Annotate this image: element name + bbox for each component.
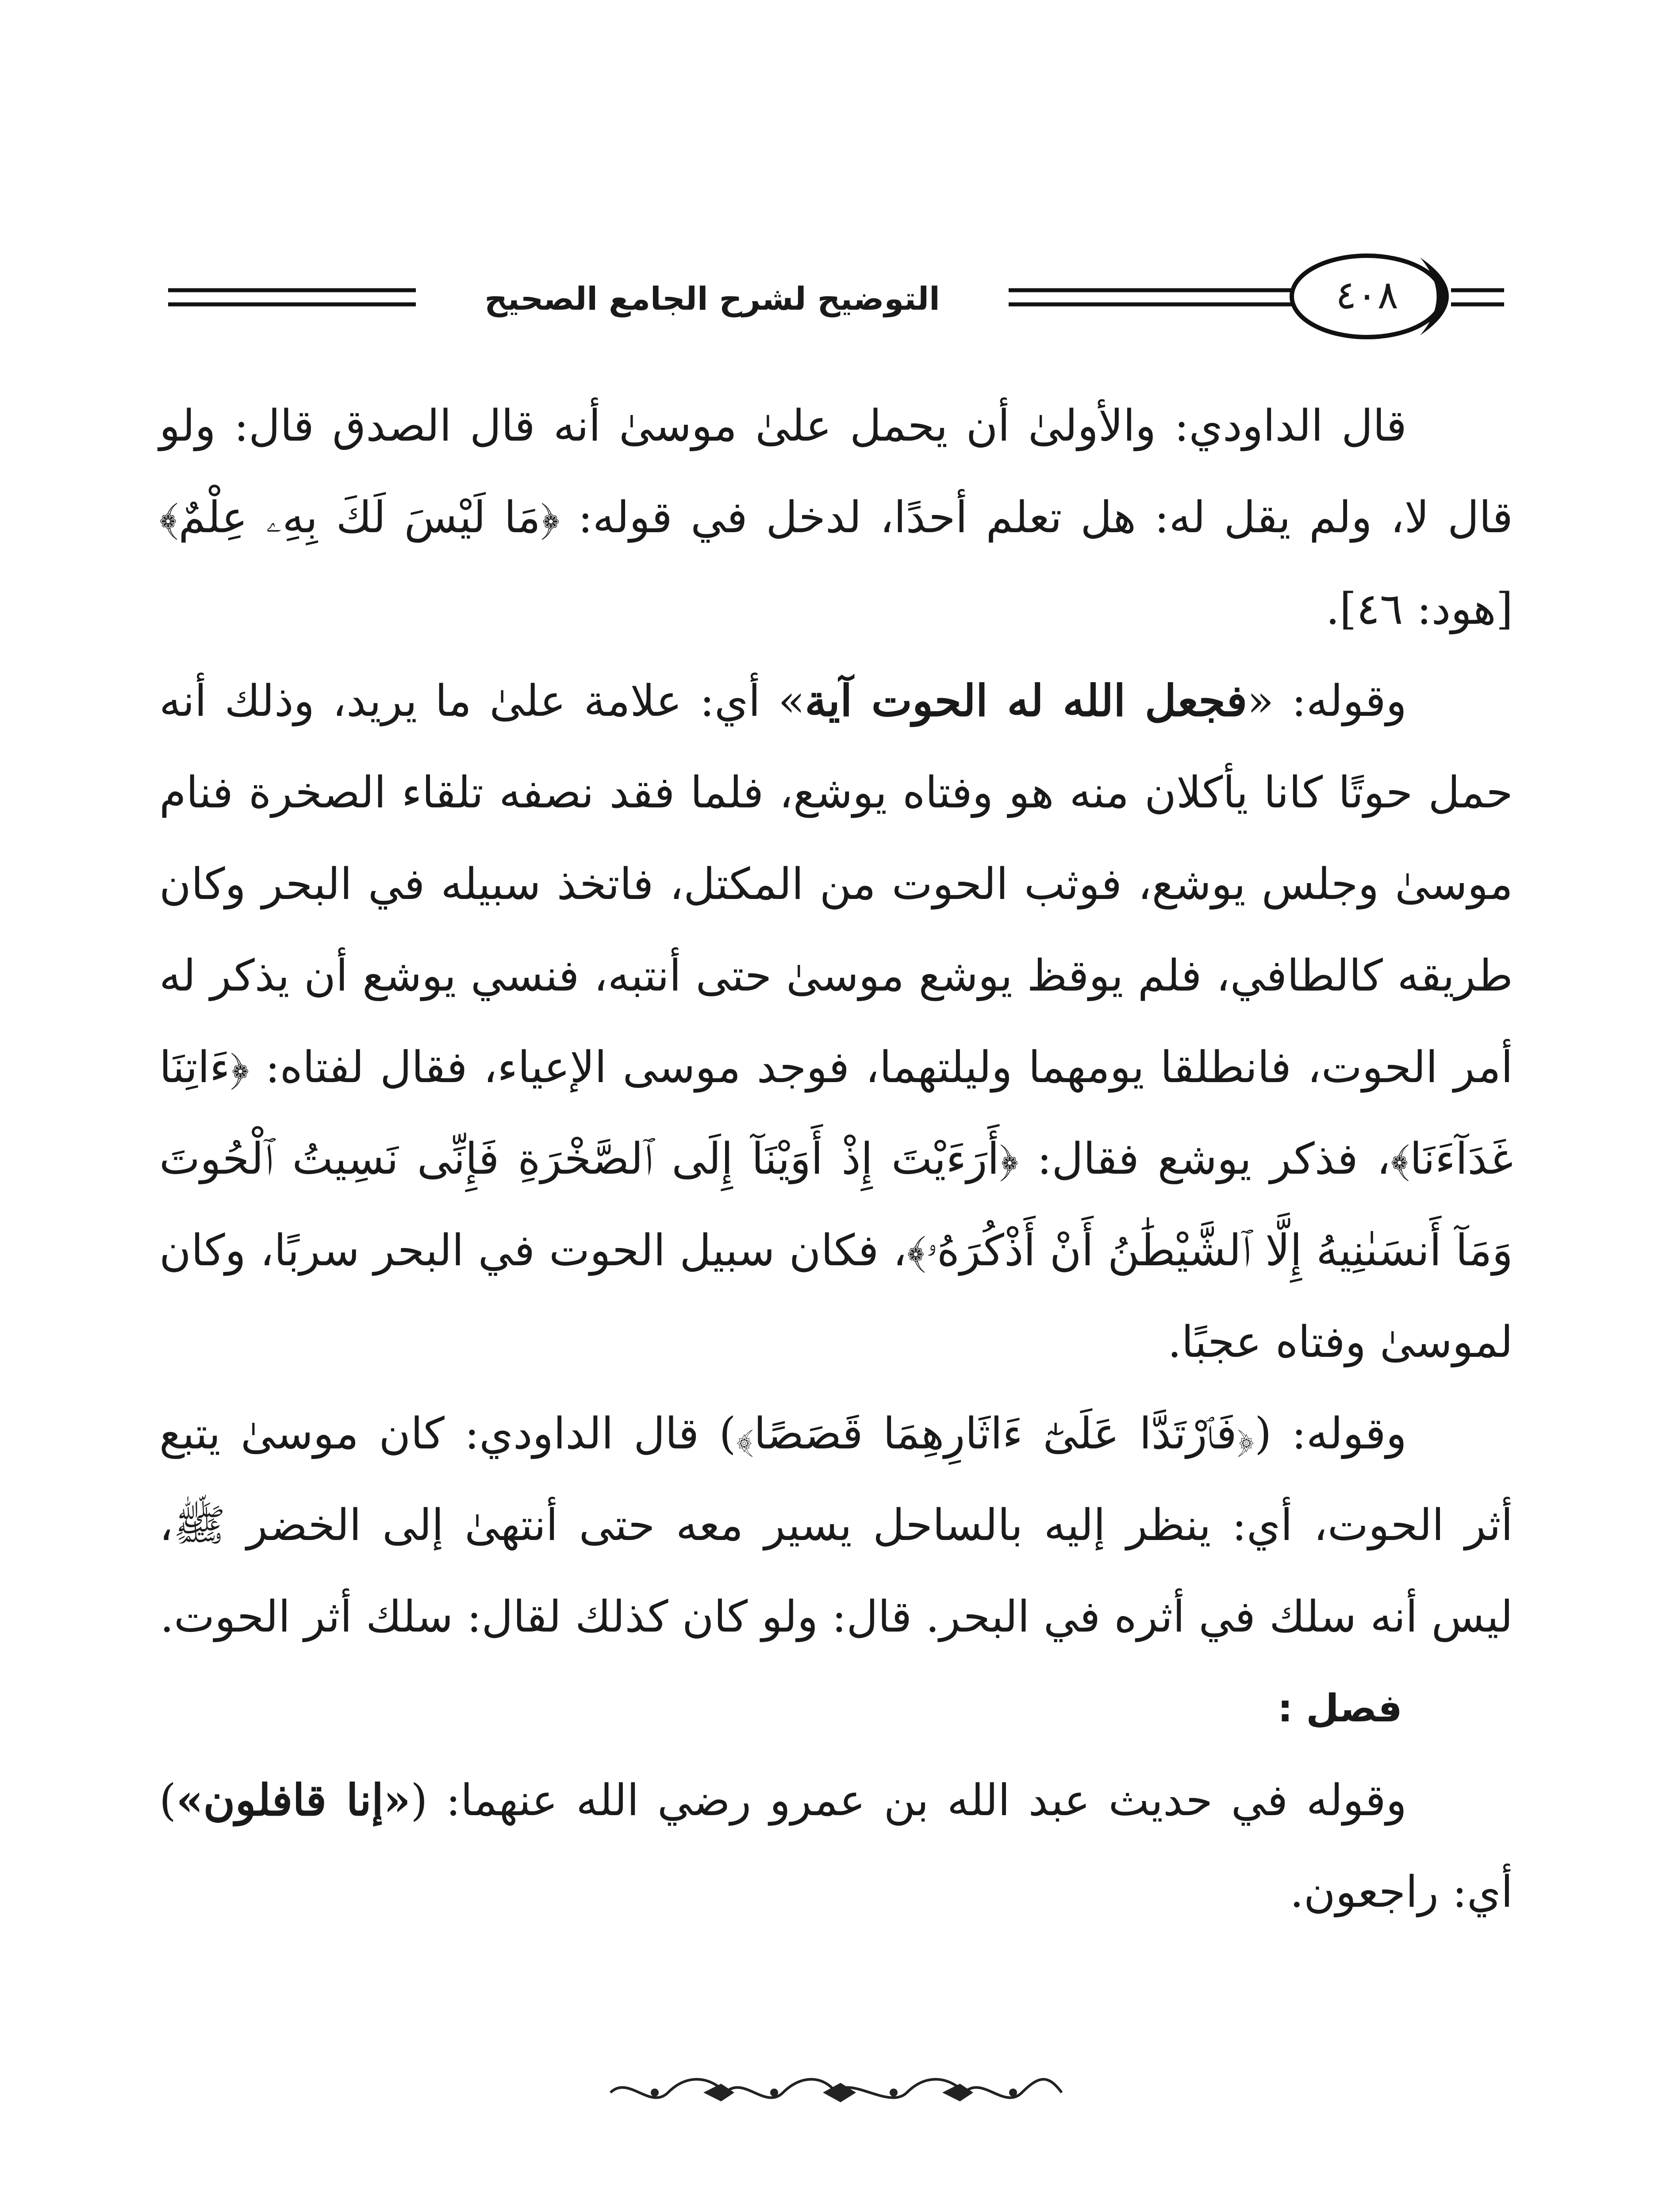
paragraph-2-bold-quote: فجعل الله له الحوت آية [805, 676, 1248, 726]
paragraph-3: وقوله: (﴿فَٱرْتَدَّا عَلَىٰٓ ءَاثَارِهِمَا قَصَصًا﴾) قال الداودي: كان موسىٰ يتبع أثر الحوت، أي: ينظر إليه بالساحل يسير معه حتى أنتهىٰ إلى الخضر ﷺ، ليس أنه سلك في أثره في البحر. قال: ولو كان كذلك لقال: سلك أثر الحوت. [159, 1409, 1513, 1642]
paragraph-1: قال الداودي: والأولىٰ أن يحمل علىٰ موسىٰ أنه قال الصدق قال: ولو قال لا، ولم يقل له: هل تعلم أحدًا، لدخل في قوله: ﴿مَا لَيْسَ لَكَ بِهِۦ عِلْمٌ﴾ [هود: ٤٦]. [159, 401, 1513, 634]
running-title: التوضيح لشرح الجامع الصحيح [434, 279, 991, 319]
end-ornament [602, 2075, 1071, 2110]
paragraph-2-rest: » أي: علامة علىٰ ما يريد، وذلك أنه حمل حوتًا كانا يأكلان منه هو وفتاه يوشع، فلما فقد نصفه تلقاء الصخرة فنام موسىٰ وجلس يوشع، فوثب الحوت من المكتل، فاتخذ سبيله في البحر وكان طريقه كالطافي، فلم يوقظ يوشع موسىٰ حتى أنتبه، فنسي يوشع أن يذكر له أمر الحوت، فانطلقا يومهما وليلتهما، فوجد موسى الإعياء، فقال لفتاه: ﴿ءَاتِنَا غَدَآءَنَا﴾، فذكر يوشع فقال: ﴿أَرَءَيْتَ إِذْ أَوَيْنَآ إِلَى ٱلصَّخْرَةِ فَإِنِّى نَسِيتُ ٱلْحُوتَ وَمَآ أَنسَىٰنِيهُ إِلَّا ٱلشَّيْطَٰنُ أَنْ أَذْكُرَهُۥ﴾، فكان سبيل الحوت في البحر سربًا، وكان لموسىٰ وفتاه عجبًا. [159, 676, 1513, 1367]
paragraph-2-lead: وقوله: « [1247, 676, 1407, 726]
paragraph-4-lead: وقوله في حديث عبد الله بن عمرو رضي الله عنهما: ( [411, 1775, 1407, 1826]
paragraph-4 [159, 1755, 1513, 1938]
body-text [159, 380, 1513, 1938]
paragraph-2 [159, 655, 1513, 1388]
paragraph-4-rest: ) أي: راجعون. [159, 1775, 1513, 1917]
page-number: ٤٠٨ [1336, 272, 1398, 318]
section-heading: فصل : [1277, 1686, 1402, 1731]
running-header [168, 248, 1504, 345]
paragraph-4-bold-quote: «إنا قافلون» [176, 1775, 411, 1826]
